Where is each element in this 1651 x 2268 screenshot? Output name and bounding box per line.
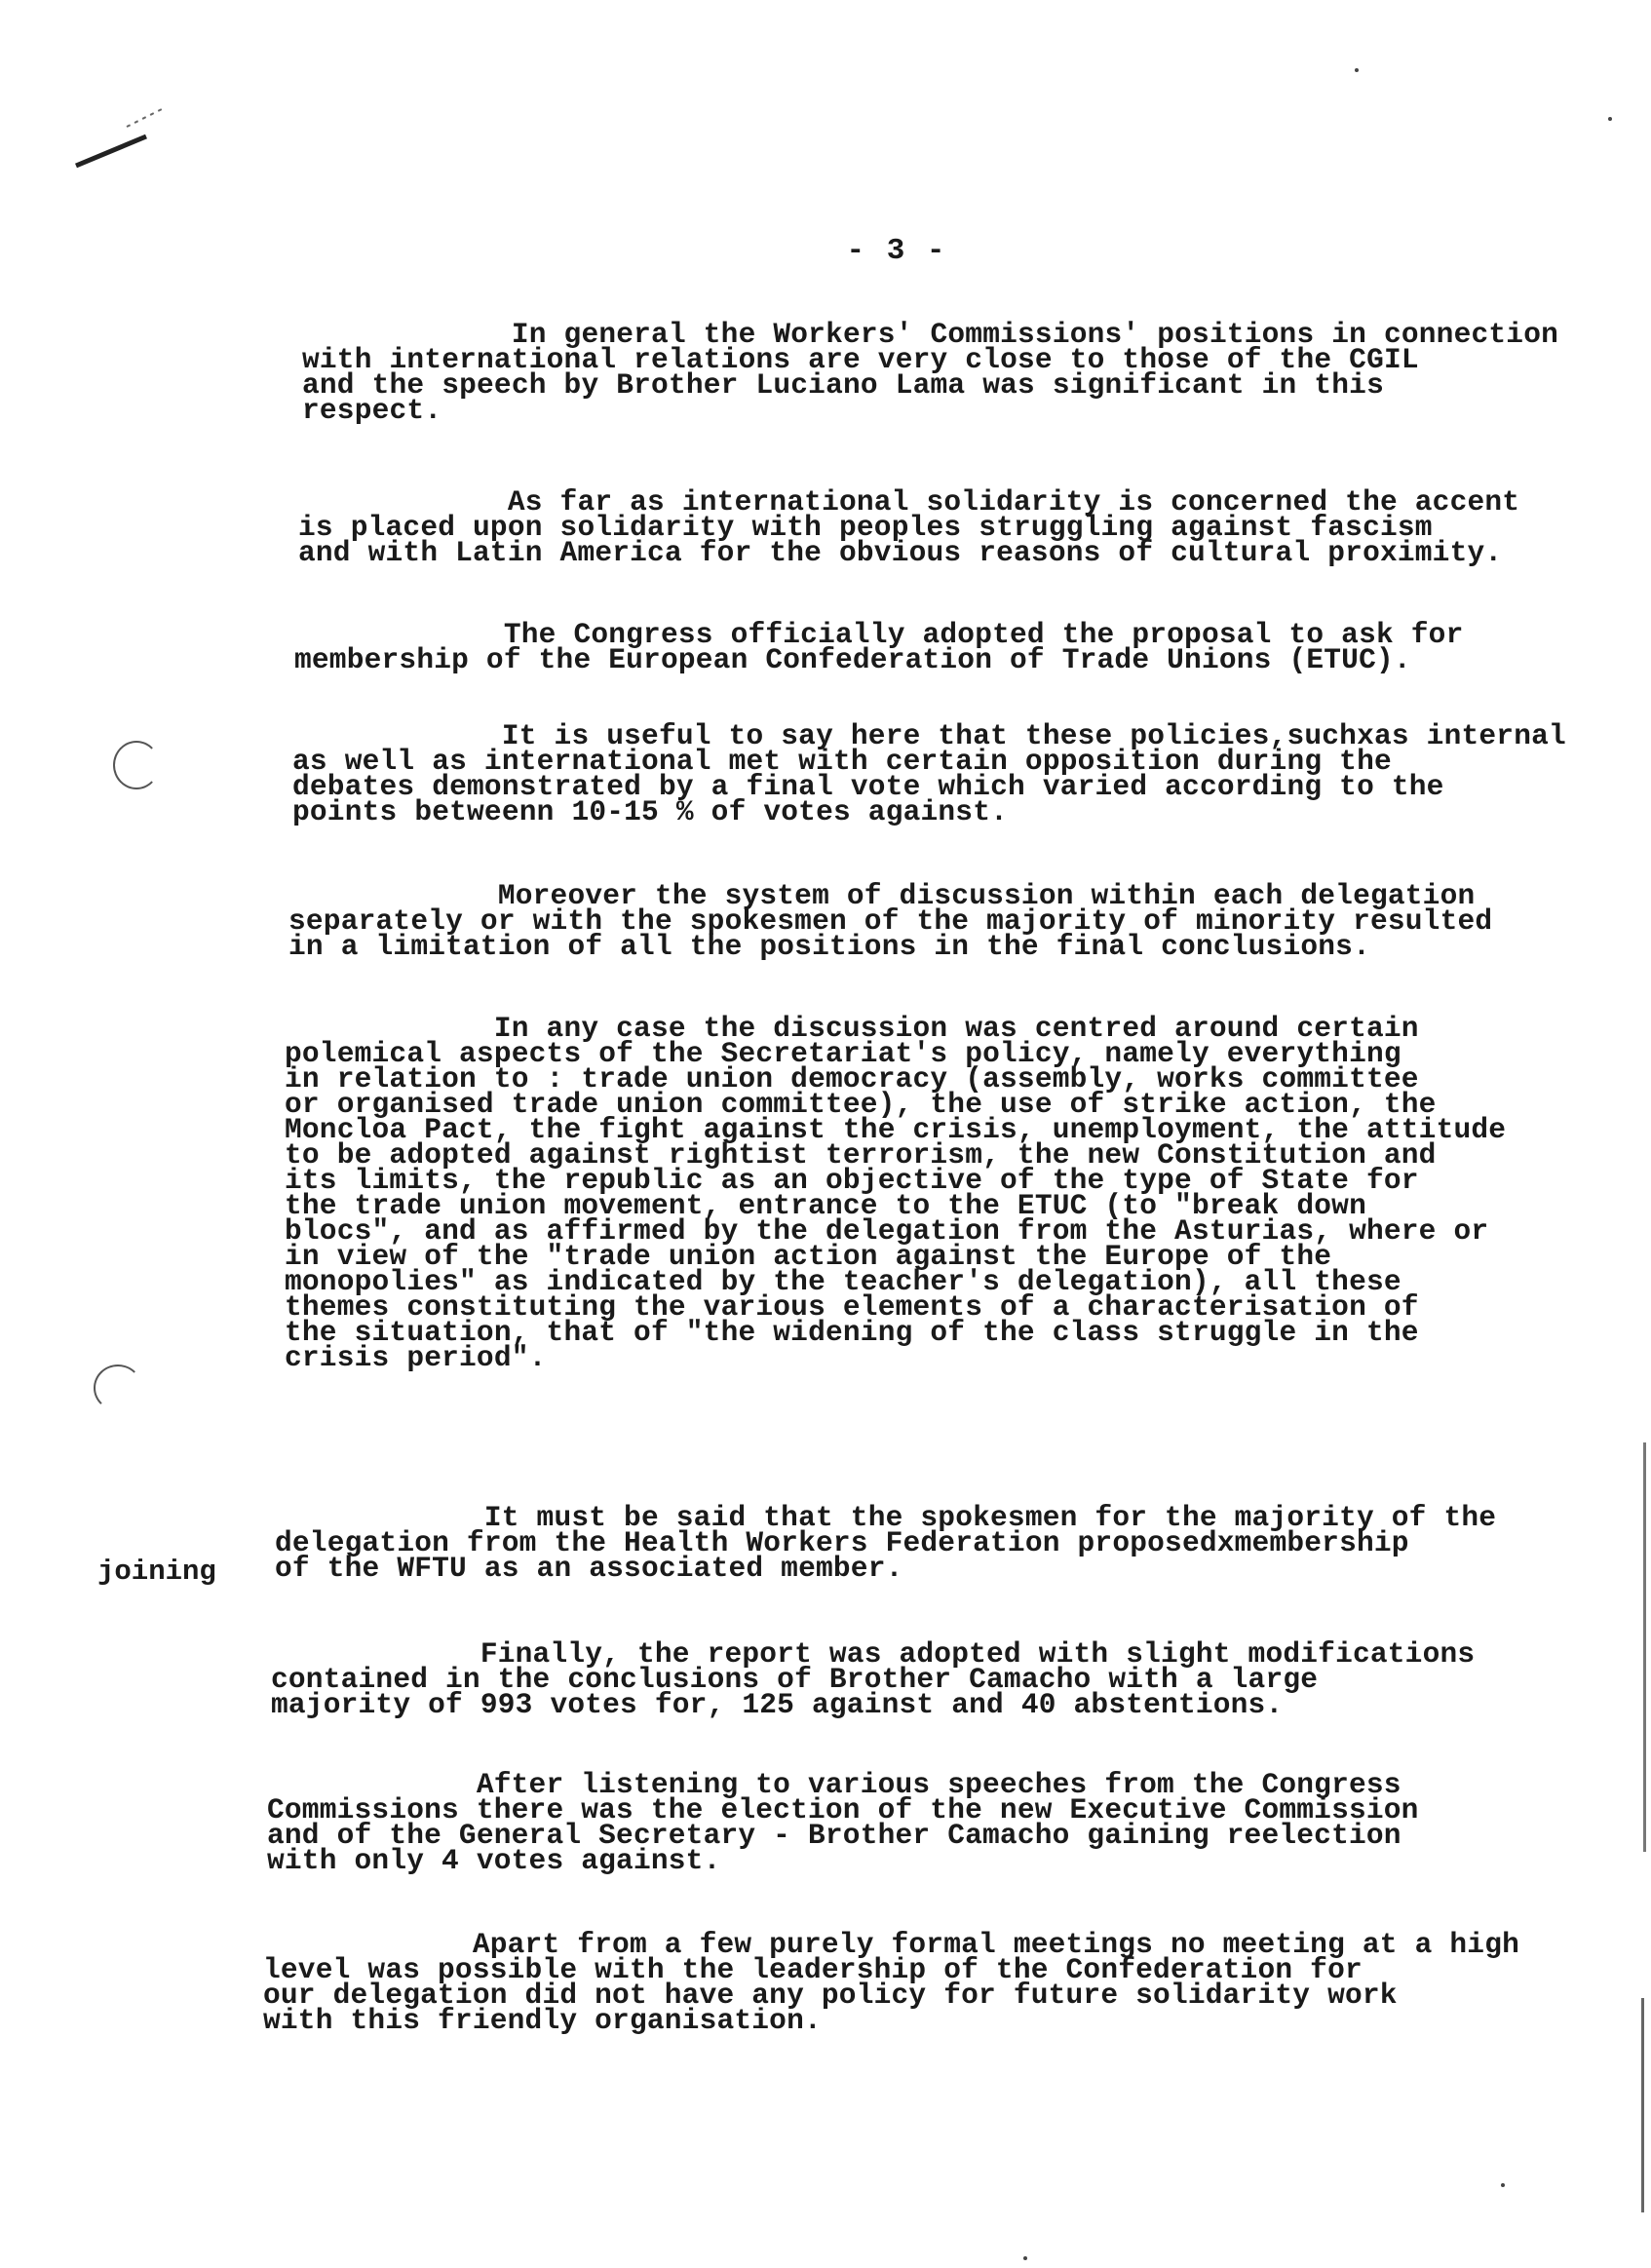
scan-edge-line — [1641, 1998, 1644, 2212]
paragraph-3: The Congress officially adopted the proposal to ask for membership of the European Confederation of Trade Unions (ETUC). — [294, 618, 1464, 676]
scan-speck — [1608, 117, 1612, 121]
scan-speck — [1023, 2256, 1027, 2260]
paragraph-7: It must be said that the spokesmen for the majority of the delegation from the Health Workers Federation proposedxmembership of the WFTU as an associated member. — [275, 1501, 1497, 1585]
scan-artifact-mark — [68, 97, 175, 175]
paragraph-5: Moreover the system of discussion within each delegation separately or with the spokesmen of the majority of minority resulted in a limitation of all the positions in the final conclusions. — [288, 879, 1493, 963]
paragraph-10: Apart from a few purely formal meetings no meeting at a high level was possible with the leadership of the Confederation for our delegation did not have any policy for future solidarity work with this friendly organisation. — [263, 1928, 1520, 2037]
paragraph-8: Finally, the report was adopted with slight modifications contained in the conclusions of Brother Camacho with a large majority of 993 votes for, 125 against and 40 abstentions. — [271, 1637, 1476, 1721]
paragraph-6: In any case the discussion was centred around certain polemical aspects of the Secretariat's policy, namely everything in relation to : trade union democracy (assembly, works committee or organised trade union committee), the use of strike action, the Moncloa Pact, the fight against the crisis, unemployment, the attitude to be adopted against rightist terrorism, the new Constitution and its limits, the republic as an objective of the type of State for the trade union movement, entrance to the ETUC (to "break down blocs", and as affirmed by the delegation from the Asturias, where or in view of the "trade union action against the Europe of the monopolies" as indicated by the teacher's delegation), all these themes constituting the various elements of a characterisation of the situation, that of "the widening of the class struggle in the crisis period". — [285, 1012, 1507, 1374]
paragraph-9: After listening to various speeches from the Congress Commissions there was the election of the new Executive Commission and of the General Secretary - Brother Camacho gaining reelection with only 4 votes against. — [267, 1768, 1419, 1877]
scan-speck — [1501, 2183, 1505, 2187]
margin-circle-mark — [113, 741, 160, 789]
handwritten-margin-note: joining — [97, 1556, 216, 1588]
paragraph-1: In general the Workers' Commissions' positions in connection with international relations are very close to those of the CGIL and the speech by Brother Luciano Lama was significant in this respect. — [302, 318, 1559, 427]
paragraph-2: As far as international solidarity is concerned the accent is placed upon solidarity with peoples struggling against fascism and with Latin America for the obvious reasons of cultural proximity. — [298, 485, 1520, 569]
page-number: - 3 - — [846, 234, 947, 268]
scan-edge-line — [1643, 1442, 1646, 1852]
margin-circle-mark — [94, 1365, 142, 1411]
scan-speck — [1355, 68, 1359, 72]
paragraph-4: It is useful to say here that these policies,suchxas internal as well as international met with certain opposition during the debates demonstrated by a final vote which varied according to the points betweenn 10-15 % of votes against. — [292, 719, 1566, 828]
